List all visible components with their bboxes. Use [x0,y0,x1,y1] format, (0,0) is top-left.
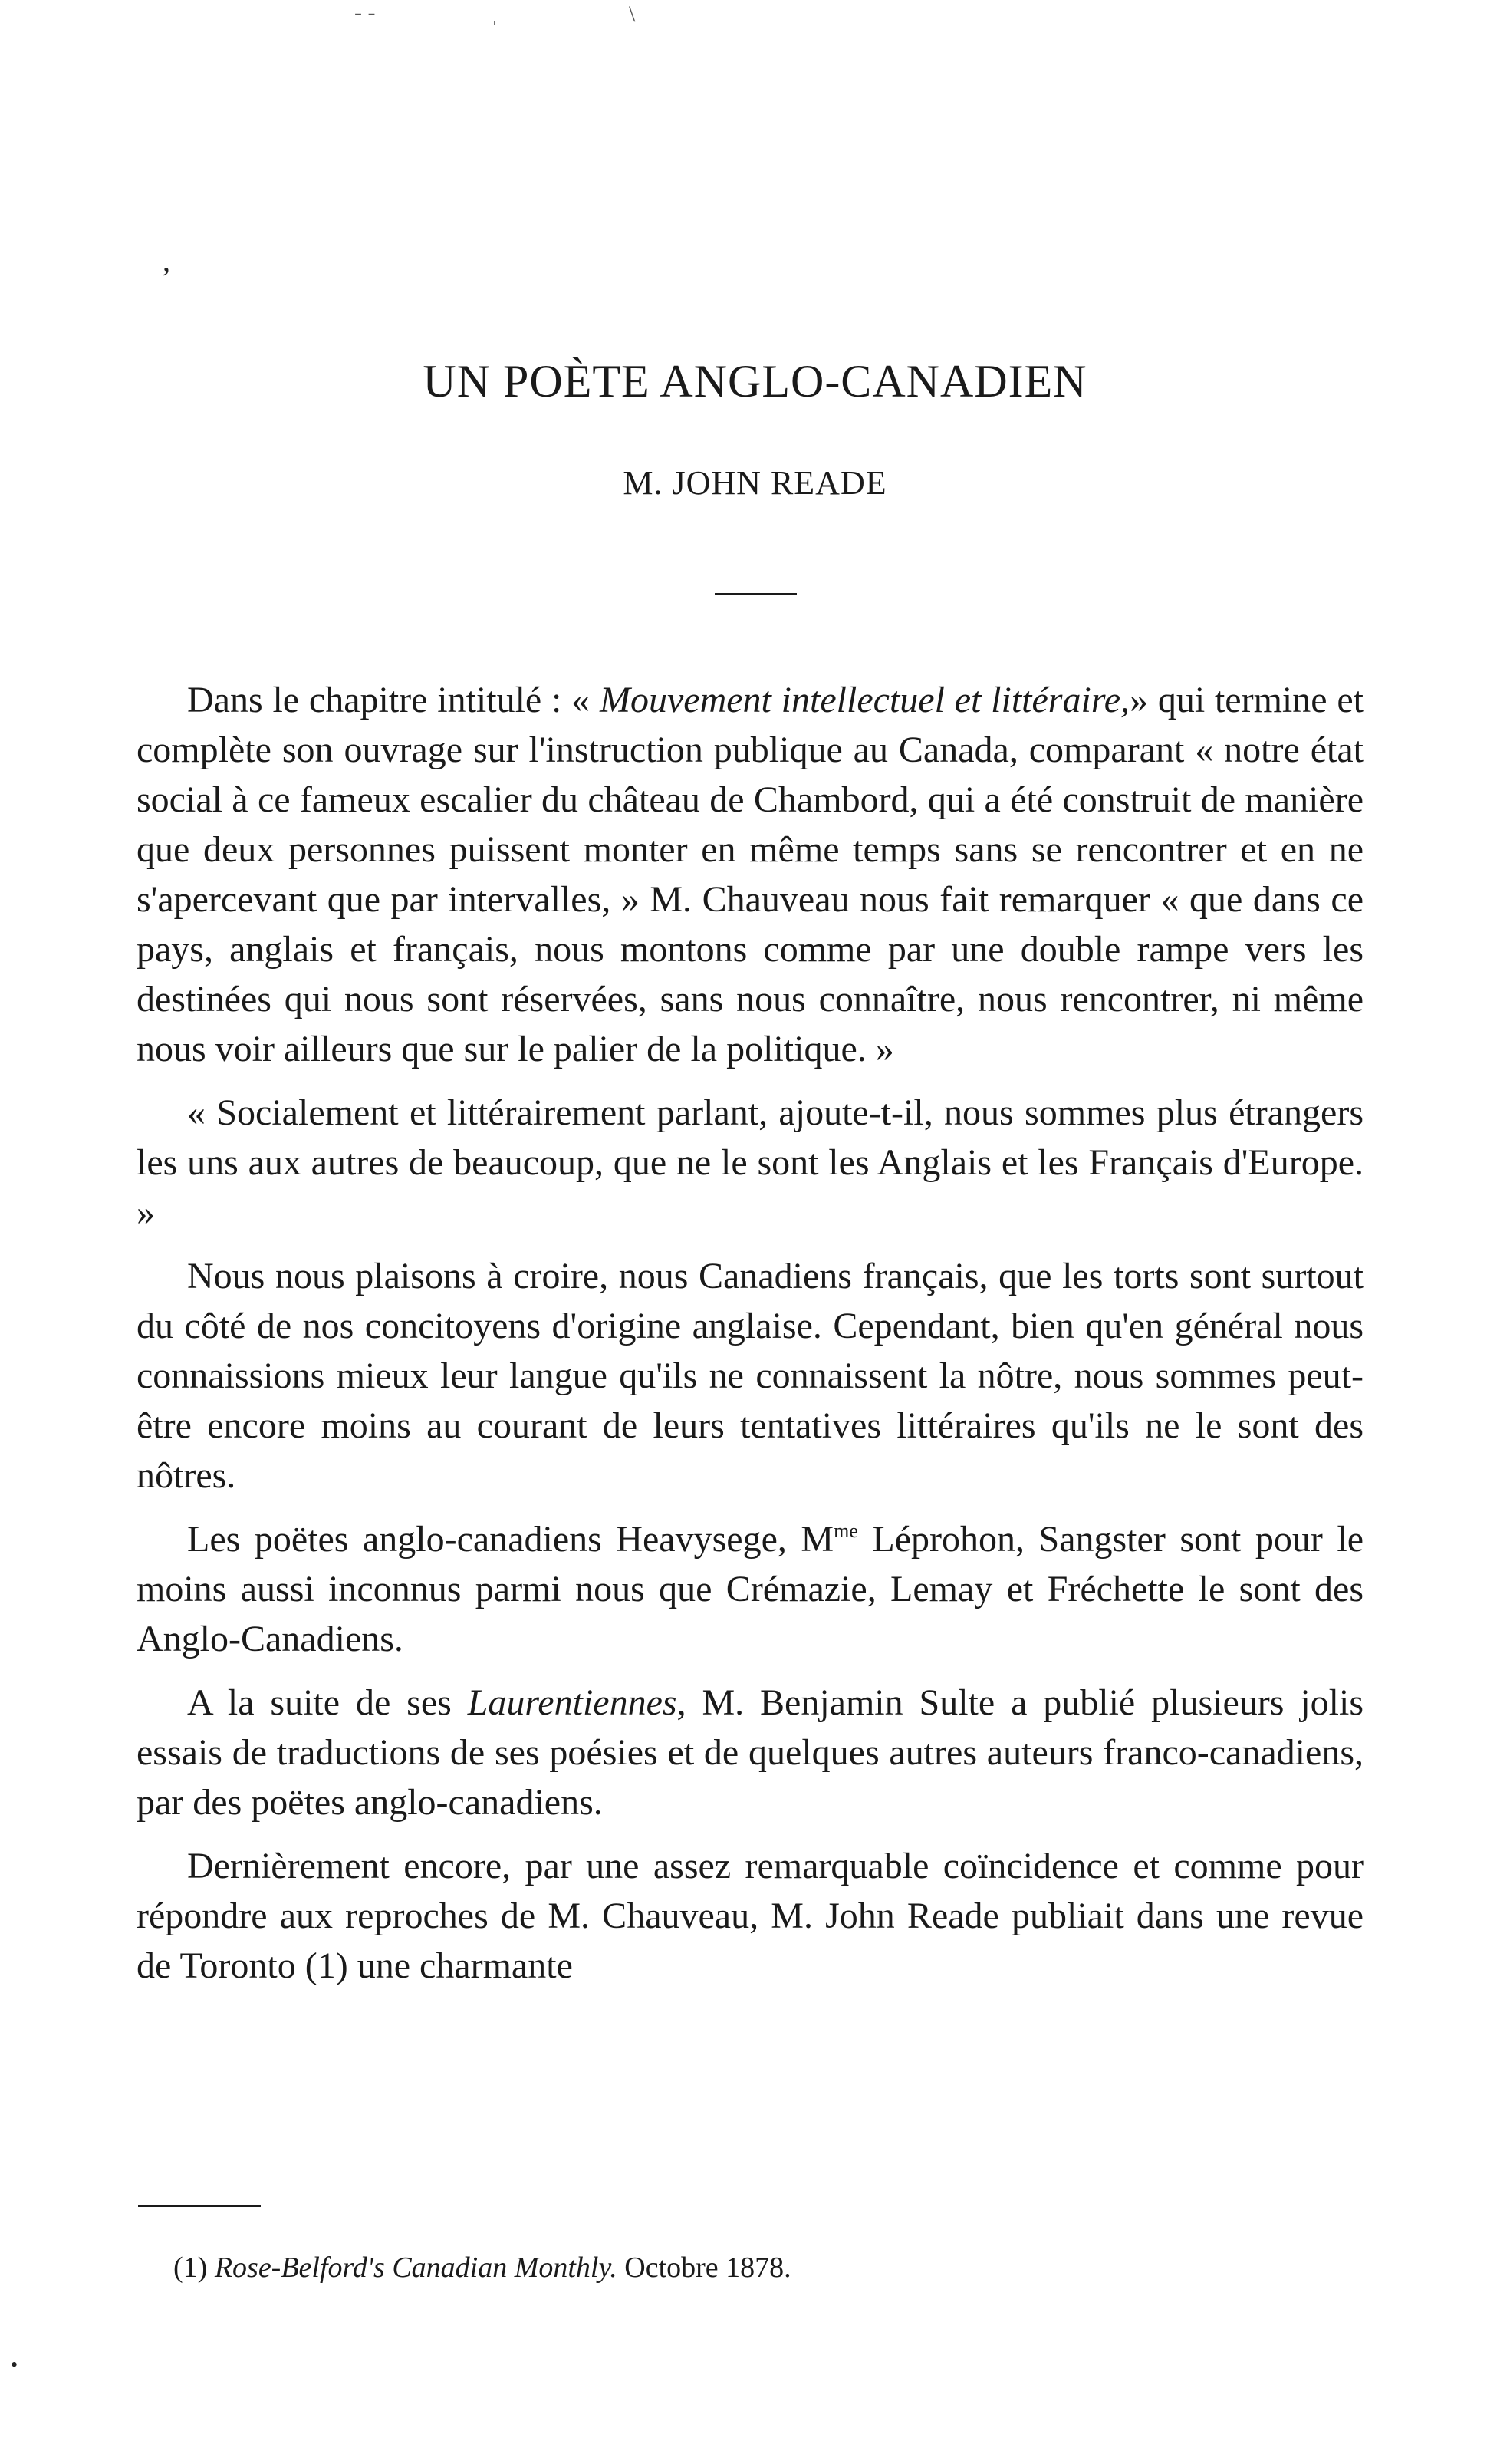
print-mark-slash: \ [629,2,636,27]
paragraph-1-end: » qui termine et complète son ouvrage sur l'instruction publique au Canada, comparant « notre état social à ce fameux escalier du château de Chambord, qui a été construit de manière que deux personnes puissent monter en même temps sans se rencontrer et en ne s'apercevant que par intervalles, » M. Chauveau nous fait remarquer « que dans ce pays, anglais et français, nous montons comme par une double rampe vers les destinées qui nous sont réservées, sans nous connaître, nous rencontrer, ni même nous voir ailleurs que sur le palier de la politique. » [137,680,1364,1069]
footnote-date: Octobre 1878. [617,2252,791,2284]
paragraph-3: Nous nous plaisons à croire, nous Canadiens français, que les torts sont surtout du côté de nos concitoyens d'origine anglaise. Cependant, bien qu'en général nous connaissions mieux leur langue qu'ils ne connaissent la nôtre, nous sommes peut-être encore moins au courant de leurs tentatives littéraires qu'ils ne le sont des nôtres. [137,1256,1364,1496]
paragraph-5 [137,1678,1364,1827]
footnote-rule [138,2205,261,2207]
paragraph-1 [137,675,1364,1074]
paragraph-2: « Socialement et littérairement parlant, ajoute-t-il, nous sommes plus étrangers les uns aux autres de beaucoup, que ne le sont les Anglais et les Français d'Europe. » [137,1092,1364,1233]
paragraph-5-start: A la suite de ses [187,1682,468,1723]
paragraph-6: Dernièrement encore, par une assez remarquable coïncidence et comme pour répondre aux reproches de M. Chauveau, M. John Reade publiait dans une revue de Toronto (1) une charmante [137,1846,1364,1986]
paragraph-5-italic: Laurentiennes, [467,1682,686,1723]
page-subtitle: M. JOHN READE [623,464,887,502]
paragraph-4-superscript: me [834,1520,858,1542]
paragraph-4-end: Léprohon, Sangster sont pour le moins aussi inconnus parmi nous que Crémazie, Lemay et Fréchette le sont des Anglo-Canadiens. [137,1519,1364,1659]
print-mark-dot: • [11,2354,18,2376]
print-mark-dash: - - [354,0,376,25]
footnote-source: Rose-Belford's Canadian Monthly. [214,2252,617,2284]
print-mark-comma: , [163,243,170,278]
footnote [173,2248,1324,2288]
print-mark-tick: ˈ [491,17,498,42]
title-rule [715,593,797,595]
paragraph-1-start: Dans le chapitre intitulé : « [187,680,600,720]
paragraph-4-start: Les poëtes anglo-canadiens Heavysege, M [187,1519,834,1560]
page-title: UN POÈTE ANGLO-CANADIEN [423,356,1087,407]
paragraph-1-italic: Mouvement intellectuel et littéraire, [599,680,1130,720]
footnote-marker: (1) [173,2252,215,2284]
paragraph-4 [137,1514,1364,1664]
article-body [137,675,1364,2004]
paragraph-5-end: M. Benjamin Sulte a publié plusieurs jolis essais de traductions de ses poésies et de quelques autres auteurs franco-canadiens, par des poëtes anglo-canadiens. [137,1682,1364,1823]
